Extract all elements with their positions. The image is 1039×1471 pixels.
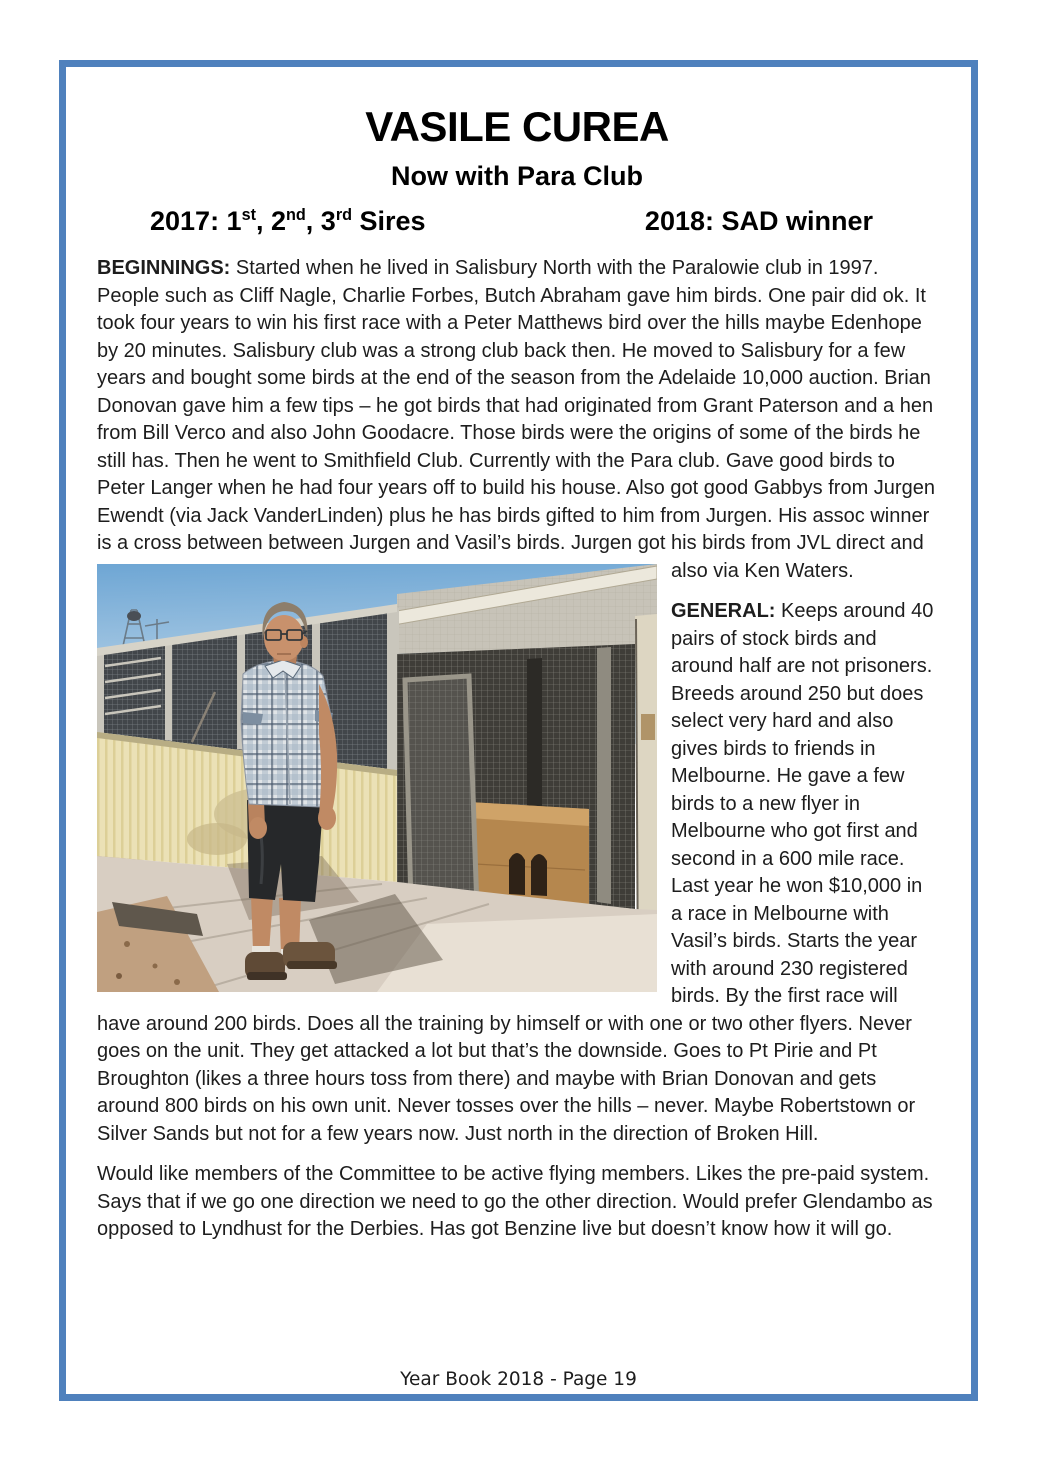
beginnings-paragraph [97,255,937,585]
ordinal-st: st [241,206,256,224]
ordinal-rd: rd [335,206,353,224]
page-footer: Year Book 2018 - Page 19 [400,1369,637,1390]
loft-photo-illustration [97,564,657,992]
honors-line [97,206,937,237]
beginnings-label: BEGINNINGS: [97,257,231,279]
page-title: VASILE CUREA [365,103,669,150]
article-body [97,255,937,1244]
general-text: Keeps around 40 pairs of stock birds and around half are not prisoners. Breeds around 250 but does select very hard and also gives birds to friends in Melbourne. He gave a few birds to a new flyer in Melbourne who got first and second in a 600 mile race. Last year he won $10,000 in a race in Melbourne with Vasil’s birds. Starts the year with around 230 registered birds. By the first race will have around 200 birds. Does all the training by himself or with one or two other flyers. Never goes on the unit. They get attacked a lot but that’s the downside. Goes to Pt Pirie and Pt Broughton (likes a three hours toss from there) and maybe with Brian Donovan and gets around 800 birds on his own unit. Never tosses over the hills – never. Maybe Robertstown or Silver Sands but not for a few years now. Just north in the direction of Broken Hill. [97,600,934,1145]
page-subtitle: Now with Para Club [390,161,644,191]
general-label: GENERAL: [671,600,776,622]
beginnings-text-beside-photo: birds. Jurgen got his birds from JVL direct and also via Ken Waters. [516,532,924,582]
mesh-door [405,676,477,910]
loft-photo [97,564,657,992]
committee-paragraph: Would like members of the Committee to be active flying members. Likes the pre-paid system. Says that if we go one direction we need to go the other direction. Would prefer Glendambo as opposed to Lyndhust for the Derbies. Has got Benzine live but doesn’t know how it will go. [97,1163,933,1240]
beginnings-text: Started when he lived in Salisbury North with the Paralowie club in 1997. People such as Cliff Nagle, Charlie Forbes, Butch Abraham gave him birds. One pair did ok. It took four years to win his first race with a Peter Matthews bird over the hills maybe Edenhope by 20 minutes. Salisbury club was a strong club back then. He moved to Salisbury for a few years and bought some birds at the end of the season from the Adelaide 10,000 auction. Brian Donovan gave him a few tips – he got birds that had originated from Grant Paterson and a hen from Bill Verco and also John Goodacre. Those birds were the origins of some of the birds he still has. Then he went to Smithfield Club. Currently with the Para club. Gave good birds to Peter Langer when he had four years off to build his house. Also got good Gabbys from Jurgen Ewendt (via Jack VanderLinden) plus he has birds gifted to him from Jurgen. His assoc winner is a cross between between Jurgen and Vasil’s [97,257,935,554]
page-content [66,67,971,1244]
honors-2018: 2018: SAD winner [644,206,873,236]
interior-post [597,647,611,904]
honors-2017: 2017: 1st, 2nd, 3rd Sires [150,206,426,236]
antenna-top [127,611,141,621]
ordinal-nd: nd [286,206,306,224]
page-border [59,60,978,1401]
